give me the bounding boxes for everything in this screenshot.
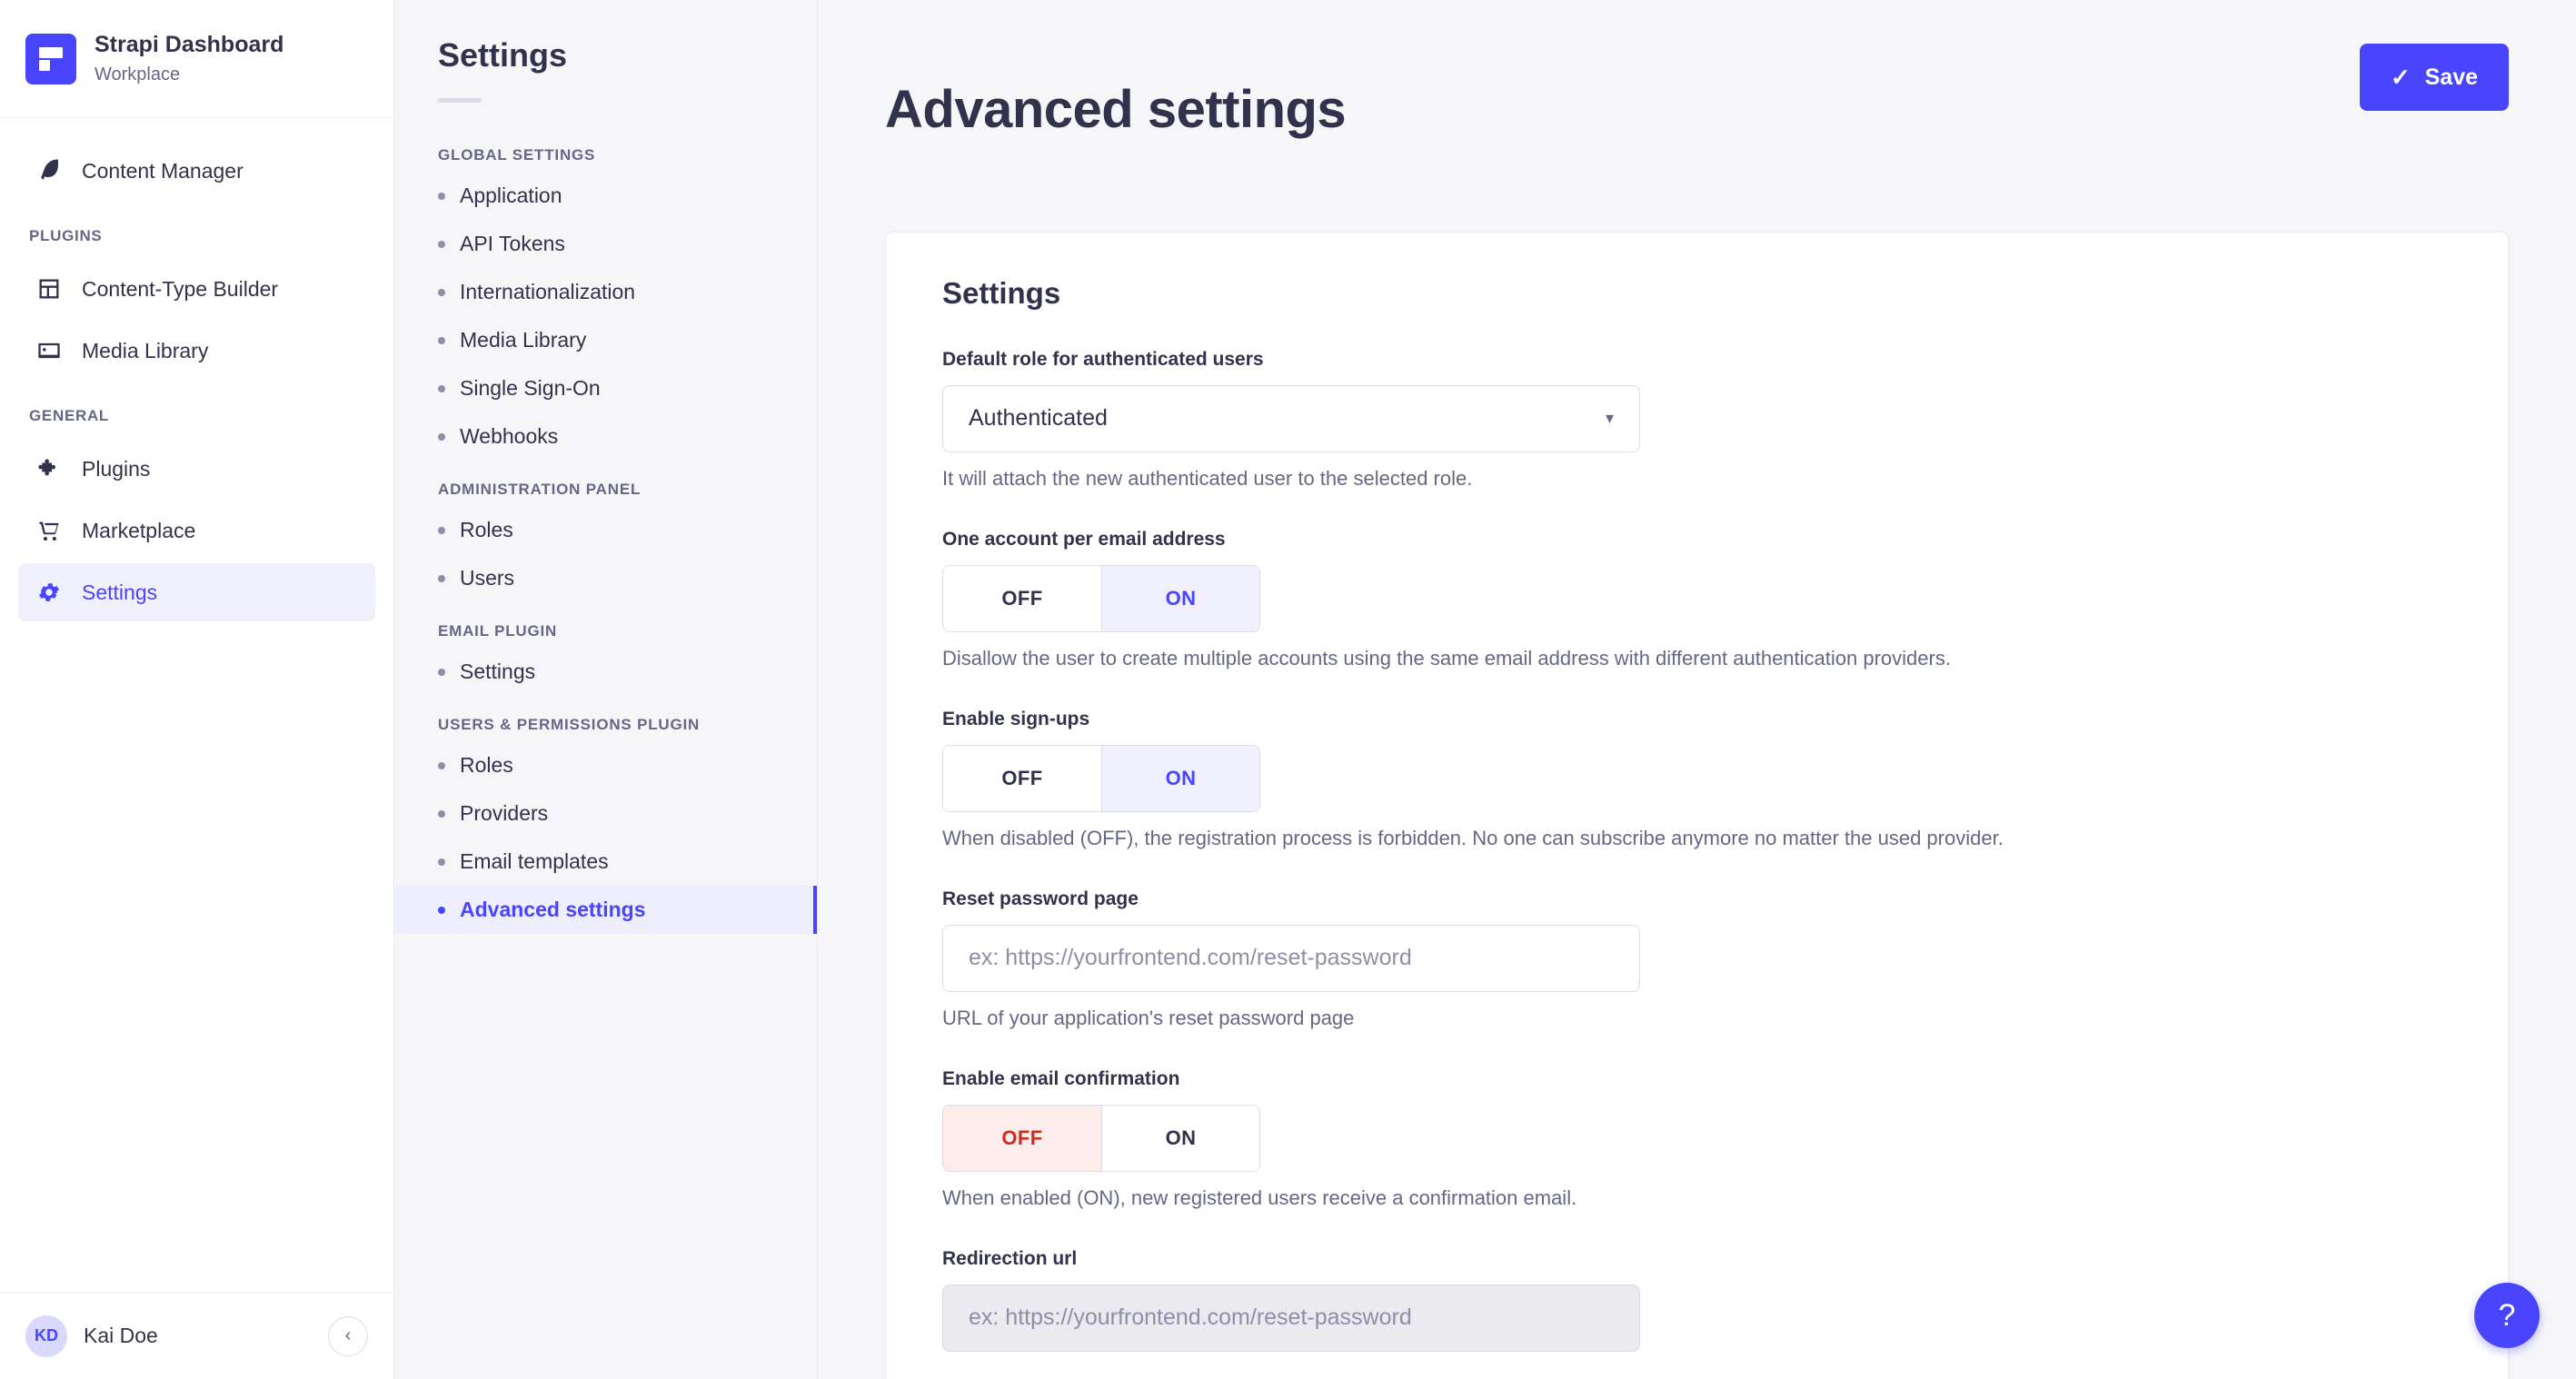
sidebar-item-label: Content-Type Builder <box>82 276 279 301</box>
subnav-item-label: API Tokens <box>460 232 565 255</box>
bullet-icon <box>438 433 445 441</box>
field-label: Redirection url <box>942 1247 1078 1269</box>
bullet-icon <box>438 385 445 392</box>
toggle-on-option[interactable]: ON <box>1101 746 1259 811</box>
field-hint: It will attach the new authenticated user to the selected role. <box>942 466 1473 490</box>
sidebar-item-label: Content Manager <box>82 158 244 183</box>
gear-icon <box>35 578 64 607</box>
field-hint: When enabled (ON), new registered users receive a confirmation email. <box>942 1186 1577 1209</box>
subnav-item-label: Single Sign-On <box>460 376 601 400</box>
settings-subnav-header <box>394 0 817 103</box>
bullet-icon <box>438 669 445 676</box>
bullet-icon <box>438 193 445 200</box>
subnav-item-label: Advanced settings <box>460 898 646 921</box>
field-default-role <box>942 349 2452 491</box>
field-enable-signups <box>942 709 2452 850</box>
brand-title: Strapi Dashboard <box>94 32 284 58</box>
subnav-item-label: Roles <box>460 518 513 541</box>
subnav-item-email-templates[interactable] <box>394 838 817 886</box>
bullet-icon <box>438 289 445 296</box>
subnav-item-advanced-settings[interactable] <box>394 886 817 934</box>
subnav-item-label: Roles <box>460 753 513 777</box>
subnav-item-internationalization[interactable] <box>394 268 817 316</box>
bullet-icon <box>438 810 445 818</box>
subnav-item-media-library[interactable] <box>394 316 817 364</box>
bullet-icon <box>438 337 445 344</box>
field-label: One account per email address <box>942 528 1226 550</box>
divider <box>438 98 482 103</box>
bullet-icon <box>438 858 445 866</box>
brand-header[interactable] <box>0 0 393 118</box>
group-label-administration-panel: ADMINISTRATION PANEL <box>438 481 642 498</box>
field-redirection-url <box>942 1248 2452 1352</box>
field-label: Reset password page <box>942 888 1139 909</box>
subnav-item-application[interactable] <box>394 172 817 220</box>
bullet-icon <box>438 527 445 534</box>
chevron-down-icon: ▾ <box>1605 409 1614 428</box>
settings-subnav <box>394 0 818 1379</box>
avatar: KD <box>25 1315 67 1357</box>
field-label: Default role for authenticated users <box>942 348 1264 370</box>
group-label-email-plugin: EMAIL PLUGIN <box>438 622 558 640</box>
subnav-item-label: Settings <box>460 660 536 683</box>
bullet-icon <box>438 575 445 582</box>
chevron-left-icon[interactable]: ‹ <box>328 1316 368 1356</box>
sidebar-item-content-manager[interactable] <box>18 142 375 200</box>
sidebar-item-media-library[interactable] <box>18 322 375 380</box>
check-icon: ✓ <box>2390 63 2411 91</box>
brand-text <box>94 31 283 85</box>
group-label-users-permissions-plugin: USERS & PERMISSIONS PLUGIN <box>438 716 701 733</box>
subnav-item-label: Application <box>460 184 562 207</box>
subnav-item-single-sign-on[interactable] <box>394 364 817 412</box>
subnav-item-label: Providers <box>460 801 549 825</box>
sidebar-user-row[interactable] <box>0 1292 393 1379</box>
sidebar-item-content-type-builder[interactable] <box>18 260 375 318</box>
subnav-item-label: Users <box>460 566 515 590</box>
page-title: Advanced settings <box>885 79 1347 139</box>
card-title: Settings <box>942 275 1061 310</box>
sidebar-section-plugins-label: PLUGINS <box>29 227 103 244</box>
default-role-select[interactable] <box>942 385 1640 452</box>
bullet-icon <box>438 241 445 248</box>
subnav-item-label: Internationalization <box>460 280 636 303</box>
subnav-item-admin-roles[interactable] <box>394 506 817 554</box>
field-enable-email-confirmation <box>942 1068 2452 1210</box>
field-one-account-per-email <box>942 529 2452 670</box>
one-account-per-email-toggle[interactable] <box>942 565 1260 632</box>
field-hint: Disallow the user to create multiple accounts using the same email address with different authentication providers. <box>942 646 1951 670</box>
enable-email-confirmation-toggle[interactable] <box>942 1105 1260 1172</box>
subnav-item-label: Email templates <box>460 849 609 873</box>
toggle-off-option[interactable]: OFF <box>943 746 1101 811</box>
subnav-item-label: Media Library <box>460 328 587 352</box>
subnav-item-api-tokens[interactable] <box>394 220 817 268</box>
field-hint: URL of your application's reset password page <box>942 1006 1355 1029</box>
sidebar-item-label: Plugins <box>82 456 151 481</box>
group-label-global-settings: GLOBAL SETTINGS <box>438 146 596 164</box>
field-reset-password-page <box>942 888 2452 1030</box>
sidebar-item-label: Settings <box>82 580 158 604</box>
bullet-icon <box>438 907 445 914</box>
default-role-value: Authenticated <box>969 405 1108 432</box>
sidebar-item-settings[interactable] <box>18 563 375 621</box>
page-header <box>818 0 2576 175</box>
toggle-on-option[interactable]: ON <box>1101 566 1259 631</box>
settings-groups <box>394 126 817 934</box>
sidebar-item-label: Media Library <box>82 338 209 362</box>
subnav-item-admin-users[interactable] <box>394 554 817 602</box>
toggle-off-option[interactable]: OFF <box>943 566 1101 631</box>
main-content <box>818 0 2576 1379</box>
settings-title: Settings <box>438 36 568 74</box>
sidebar-nav <box>0 118 393 1292</box>
field-hint: When disabled (OFF), the registration process is forbidden. No one can subscribe anymore no matter the used provider. <box>942 826 2004 849</box>
subnav-item-email-settings[interactable] <box>394 648 817 696</box>
main-sidebar <box>0 0 394 1379</box>
subnav-item-label: Webhooks <box>460 424 559 448</box>
settings-card <box>885 232 2509 1379</box>
save-button[interactable] <box>2360 44 2509 111</box>
feather-pen-icon <box>35 156 64 185</box>
question-mark-icon[interactable]: ? <box>2474 1283 2540 1348</box>
image-icon <box>35 336 64 365</box>
reset-password-page-input[interactable] <box>942 925 1640 992</box>
shopping-cart-icon <box>35 516 64 545</box>
field-label: Enable sign-ups <box>942 708 1090 729</box>
bullet-icon <box>438 762 445 769</box>
sidebar-item-label: Marketplace <box>82 518 196 542</box>
puzzle-icon <box>35 454 64 483</box>
redirection-url-input[interactable] <box>942 1285 1640 1352</box>
brand-subtitle: Workplace <box>94 64 181 84</box>
subnav-item-up-roles[interactable] <box>394 741 817 789</box>
sidebar-section-general-label: GENERAL <box>29 407 110 424</box>
toggle-on-option[interactable]: ON <box>1101 1106 1259 1171</box>
layout-builder-icon <box>35 274 64 303</box>
sidebar-item-marketplace[interactable] <box>18 501 375 560</box>
enable-signups-toggle[interactable] <box>942 745 1260 812</box>
user-name: Kai Doe <box>84 1324 158 1347</box>
subnav-item-providers[interactable] <box>394 789 817 838</box>
toggle-off-option[interactable]: OFF <box>943 1106 1101 1171</box>
subnav-item-webhooks[interactable] <box>394 412 817 461</box>
save-button-label: Save <box>2424 64 2478 90</box>
sidebar-item-plugins[interactable] <box>18 440 375 498</box>
field-label: Enable email confirmation <box>942 1067 1180 1089</box>
strapi-logo-icon <box>25 34 76 84</box>
